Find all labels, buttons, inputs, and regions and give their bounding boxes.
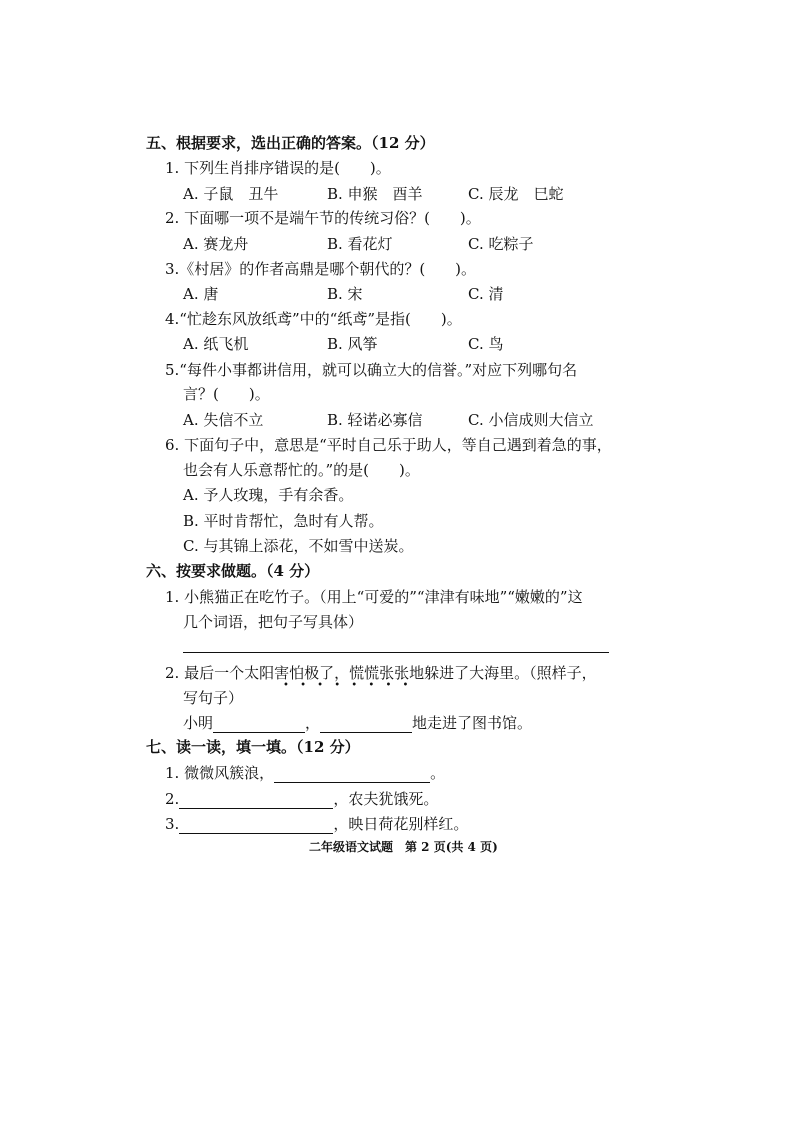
q6-stem-line1: 6. 下面句子中，意思是“平时自己乐于助人，等自己遇到着急的事， xyxy=(165,436,612,454)
section7-title: 七、读一读，填一填。（12 分） xyxy=(146,738,360,756)
s6-q2-line1: 2. 最后一个太阳害怕极了，慌慌张张地躲进了大海里。（照样子， xyxy=(165,664,597,682)
section6-title: 六、按要求做题。（4 分） xyxy=(146,562,320,580)
q1-stem: 1. 下列生肖排序错误的是( )。 xyxy=(165,159,391,177)
q2-option-a: A. 赛龙舟 xyxy=(183,235,249,253)
s7-q2-suffix: ，农夫犹饿死。 xyxy=(333,790,439,808)
q2-stem: 2. 下面哪一项不是端午节的传统习俗？( )。 xyxy=(165,209,481,227)
answer-prefix: 小明 xyxy=(183,714,214,732)
s7-q2 xyxy=(165,789,438,809)
q5-stem-line2: 言？( )。 xyxy=(183,385,270,403)
q5-option-a: A. 失信不立 xyxy=(183,411,264,429)
q6-option-c: C. 与其锦上添花，不如雪中送炭。 xyxy=(183,537,414,555)
s6-q2-answer xyxy=(183,713,532,733)
s7-q3-suffix: ，映日荷花别样红。 xyxy=(333,815,469,833)
q3-option-c: C. 清 xyxy=(468,285,504,303)
s7-q2-blank[interactable] xyxy=(179,792,333,809)
s7-q1 xyxy=(165,763,445,783)
q4-option-a: A. 纸飞机 xyxy=(183,335,249,353)
s7-q1-prefix: 1. 微微风簇浪， xyxy=(165,764,275,782)
answer-blank-2[interactable] xyxy=(320,716,412,733)
s7-q3-blank[interactable] xyxy=(179,817,333,834)
s7-q3 xyxy=(165,814,468,834)
q6-option-a: A. 予人玫瑰，手有余香。 xyxy=(183,486,354,504)
answer-blank-1[interactable] xyxy=(213,716,305,733)
s7-q1-suffix: 。 xyxy=(430,764,446,782)
s6-q2-line2: 写句子） xyxy=(183,689,244,707)
q4-stem: 4.“忙趁东风放纸鸢”中的“纸鸢”是指( )。 xyxy=(165,310,462,328)
q4-option-b: B. 风筝 xyxy=(327,335,378,353)
s6-q1-line1: 1. 小熊猫正在吃竹子。（用上“可爱的”“津津有味地”“嫩嫩的”这 xyxy=(165,588,583,606)
q3-option-a: A. 唐 xyxy=(183,285,219,303)
s6-q1-answer-line[interactable] xyxy=(183,652,609,653)
q4-option-c: C. 鸟 xyxy=(468,335,504,353)
q1-option-c: C. 辰龙 巳蛇 xyxy=(468,185,564,203)
q6-stem-line2: 也会有人乐意帮忙的。”的是( )。 xyxy=(183,461,420,479)
s7-q3-prefix: 3. xyxy=(165,815,180,833)
s6-q1-line2: 几个词语，把句子写具体） xyxy=(183,613,364,631)
page-footer: 二年级语文试题 第 2 页(共 4 页) xyxy=(309,840,498,854)
q3-option-b: B. 宋 xyxy=(327,285,363,303)
q2-option-c: C. 吃粽子 xyxy=(468,235,534,253)
q5-option-c: C. 小信成则大信立 xyxy=(468,411,594,429)
q3-stem: 3.《村居》的作者高鼎是哪个朝代的？( )。 xyxy=(165,260,477,278)
emphasis-dots: • • • • • • • • xyxy=(283,680,413,691)
q1-option-a: A. 子鼠 丑牛 xyxy=(183,185,279,203)
answer-suffix: 地走进了图书馆。 xyxy=(412,714,533,732)
s7-q1-blank[interactable] xyxy=(274,766,430,783)
s7-q2-prefix: 2. xyxy=(165,790,180,808)
q5-stem-line1: 5.“每件小事都讲信用，就可以确立大的信誉。”对应下列哪句名 xyxy=(165,361,578,379)
section5-title: 五、根据要求，选出正确的答案。（12 分） xyxy=(146,134,435,152)
answer-separator: ， xyxy=(305,714,321,732)
q6-option-b: B. 平时肯帮忙，急时有人帮。 xyxy=(183,512,384,530)
q2-option-b: B. 看花灯 xyxy=(327,235,393,253)
q5-option-b: B. 轻诺必寡信 xyxy=(327,411,423,429)
q1-option-b: B. 申猴 酉羊 xyxy=(327,185,423,203)
